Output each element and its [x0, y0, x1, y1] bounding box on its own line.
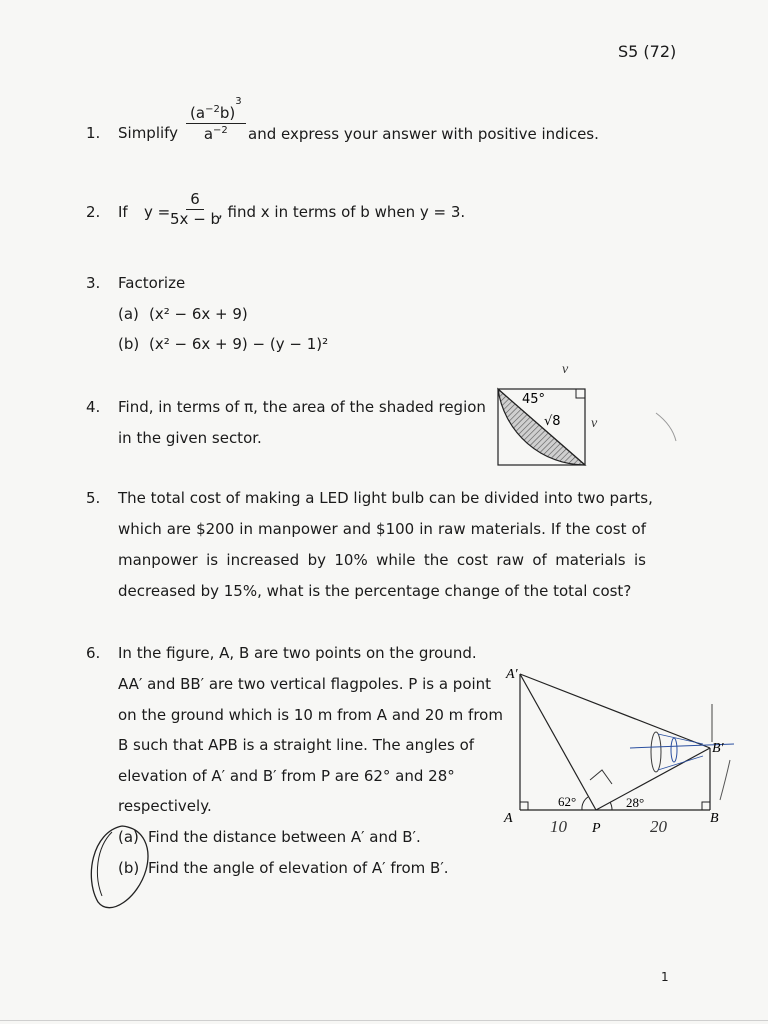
q3-b-label: (b) — [118, 335, 140, 353]
angle-28-label: 28° — [626, 795, 645, 810]
handwritten-20: 20 — [650, 817, 667, 835]
q6-b-text: Find the angle of elevation of A′ from B′. — [148, 859, 449, 877]
flagpole-figure — [498, 660, 746, 835]
q4-line2: in the given sector. — [118, 429, 262, 447]
label-b: B — [710, 811, 719, 826]
q1-suffix: and express your answer with positive indices. — [248, 125, 599, 143]
q6-number: 6. — [86, 644, 101, 662]
page-code: S5 (72) — [618, 42, 677, 61]
q5-number: 5. — [86, 489, 101, 507]
q3-title: Factorize — [118, 274, 186, 292]
page-number: 1 — [661, 970, 669, 984]
q2-number: 2. — [86, 203, 101, 221]
q6-line-2: AA′ and BB′ are two vertical flagpoles. P is a point — [118, 675, 492, 693]
q1-number: 1. — [86, 124, 101, 142]
q2-fraction: $\frac{6}{5x - b}$ — [170, 190, 221, 229]
q1-prefix: Simplify — [118, 124, 179, 142]
q4-line1: Find, in terms of π, the area of the shaded region — [118, 398, 486, 416]
q6-line-5: elevation of A′ and B′ from P are 62° and 28° — [118, 767, 455, 785]
q3-a-label: (a) — [118, 305, 139, 323]
q5-line-3: manpower is increased by 10% while the cost raw of materials is — [118, 551, 646, 569]
q6-b-label: (b) — [118, 859, 140, 877]
angle-45-label: 45° — [522, 392, 546, 407]
q5-line-4: decreased by 15%, what is the percentage change of the total cost? — [118, 582, 632, 600]
q2-suffix: , find x in terms of b when y = 3. — [218, 203, 466, 221]
q1-fraction: $\frac{(a^{-2}b)^3}{a^{-2}}$ — [186, 104, 246, 144]
q3-number: 3. — [86, 274, 101, 292]
handwritten-mark-top: ν — [562, 362, 569, 377]
q5-line-2: which are $200 in manpower and $100 in raw materials. If the cost of — [118, 520, 646, 538]
q4-sector-figure — [490, 355, 690, 470]
q5-line-1: The total cost of making a LED light bulb can be divided into two parts, — [118, 489, 653, 507]
q6-line-3: on the ground which is 10 m from A and 20 m from — [118, 706, 503, 724]
label-a: A — [504, 811, 513, 826]
q4-number: 4. — [86, 398, 101, 416]
q6-a-text: Find the distance between A′ and B′. — [148, 828, 421, 846]
label-a-prime: A′ — [506, 667, 518, 682]
angle-62-label: 62° — [558, 794, 577, 809]
radius-label: √8 — [544, 414, 561, 429]
q6-line-4: B such that APB is a straight line. The angles of — [118, 736, 475, 754]
handwritten-mark-side: ν — [591, 416, 598, 431]
q2-prefix: If — [118, 203, 128, 221]
handwritten-10: 10 — [550, 817, 567, 835]
q3-a-expr: (x² − 6x + 9) — [149, 305, 248, 323]
q6-line-6: respectively. — [118, 797, 212, 815]
handwritten-circle — [82, 818, 172, 918]
label-p: P — [592, 821, 601, 835]
label-b-prime: B′ — [712, 741, 724, 756]
q3-b-expr: (x² − 6x + 9) − (y − 1)² — [149, 335, 329, 353]
q6-line-1: In the figure, A, B are two points on the ground. — [118, 644, 477, 662]
q6-a-label: (a) — [118, 828, 139, 846]
q2-y-eq: y = — [144, 203, 171, 221]
bottom-scan-line — [0, 1020, 768, 1021]
